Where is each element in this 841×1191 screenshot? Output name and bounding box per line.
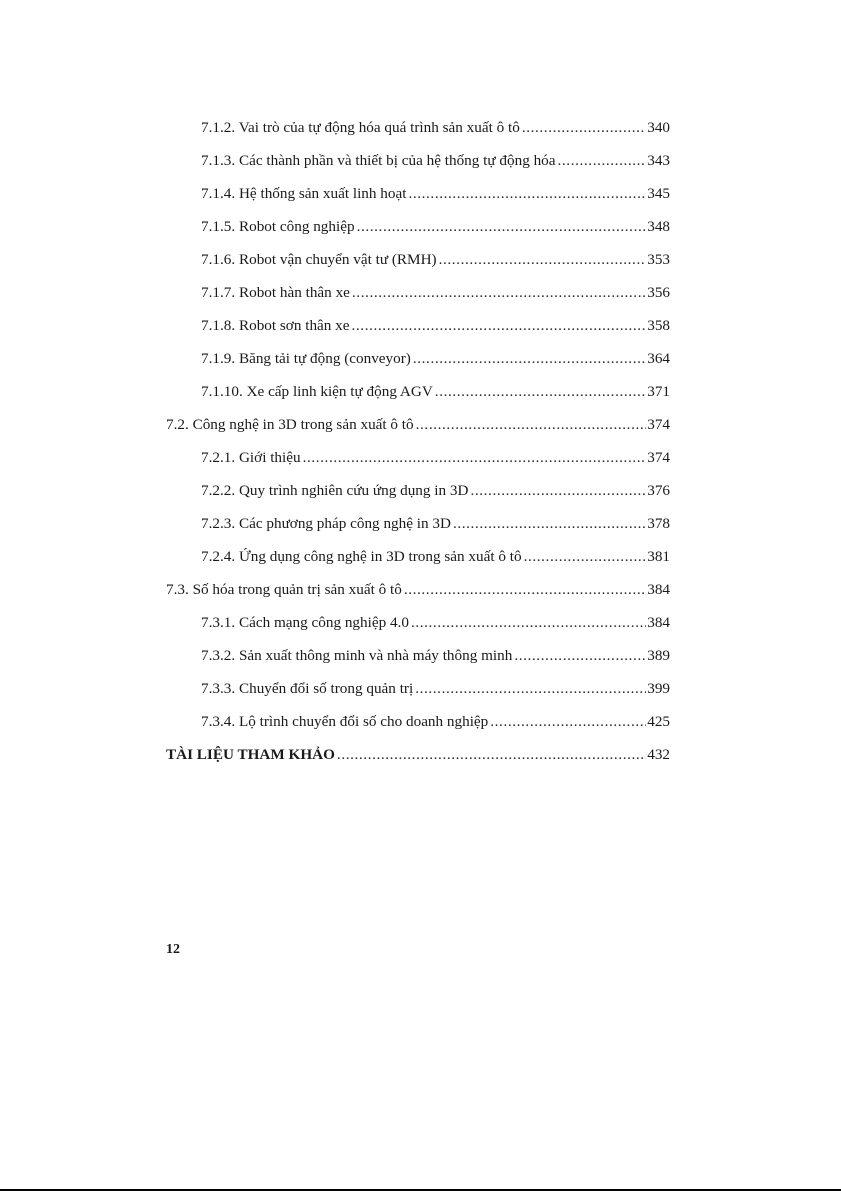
toc-entry-page: 345	[647, 185, 670, 202]
dot-leader	[416, 412, 647, 438]
toc-entry-7-2-2[interactable]	[201, 478, 670, 504]
toc-entry-title: 7.3. Số hóa trong quản trị sản xuất ô tô	[166, 581, 402, 598]
dot-leader	[404, 577, 646, 603]
toc-entry-title: 7.1.4. Hệ thống sản xuất linh hoạt	[201, 185, 407, 202]
toc-entry-page: 425	[647, 713, 670, 730]
toc-entry-page: 374	[647, 449, 670, 466]
dot-leader	[490, 709, 646, 735]
toc-entry-7-1-6[interactable]	[201, 247, 670, 273]
dot-leader	[514, 643, 646, 669]
dot-leader	[435, 379, 646, 405]
dot-leader	[408, 181, 646, 207]
toc-entry-title: 7.2.2. Quy trình nghiên cứu ứng dụng in 3D	[201, 482, 469, 499]
toc-entry-7-1-8[interactable]	[201, 313, 670, 339]
page-number: 12	[166, 942, 180, 957]
toc-entry-page: 358	[647, 317, 670, 334]
dot-leader	[357, 214, 647, 240]
toc-entry-7-1-7[interactable]	[201, 280, 670, 306]
dot-leader	[411, 610, 646, 636]
toc-entry-7-1-4[interactable]	[201, 181, 670, 207]
toc-entry-page: 381	[647, 548, 670, 565]
toc-entry-title: 7.3.2. Sản xuất thông minh và nhà máy thông minh	[201, 647, 513, 664]
dot-leader	[470, 478, 646, 504]
toc-entry-7-1-2[interactable]	[201, 115, 670, 141]
toc-entry-title: 7.2.1. Giới thiệu	[201, 449, 301, 466]
toc-entry-title: 7.1.5. Robot công nghiệp	[201, 218, 355, 235]
toc-entry-page: 432	[647, 746, 670, 763]
toc-entry-title: 7.2.4. Ứng dụng công nghệ in 3D trong sản xuất ô tô	[201, 548, 522, 565]
dot-leader	[352, 280, 646, 306]
toc-entry-page: 340	[647, 119, 670, 136]
toc-entry-7-3[interactable]	[166, 577, 670, 603]
toc-entry-page: 371	[647, 383, 670, 400]
toc-entry-7-2-3[interactable]	[201, 511, 670, 537]
toc-entry-title: 7.1.3. Các thành phần và thiết bị của hệ thống tự động hóa	[201, 152, 556, 169]
toc-entry-page: 376	[647, 482, 670, 499]
toc-entry-7-2-4[interactable]	[201, 544, 670, 570]
toc-entry-page: 364	[647, 350, 670, 367]
toc-entry-page: 374	[647, 416, 670, 433]
toc-entry-page: 378	[647, 515, 670, 532]
dot-leader	[352, 313, 647, 339]
toc-entry-7-3-2[interactable]	[201, 643, 670, 669]
toc-entry-page: 348	[647, 218, 670, 235]
toc-entry-7-1-10[interactable]	[201, 379, 670, 405]
dot-leader	[558, 148, 647, 174]
toc-entry-page: 384	[647, 581, 670, 598]
dot-leader	[303, 445, 647, 471]
toc-entry-7-1-3[interactable]	[201, 148, 670, 174]
toc-entry-title: 7.3.3. Chuyển đổi số trong quản trị	[201, 680, 414, 697]
toc-entry-7-2[interactable]	[166, 412, 670, 438]
dot-leader	[453, 511, 646, 537]
toc-entry-7-3-1[interactable]	[201, 610, 670, 636]
toc-entry-title: 7.1.2. Vai trò của tự động hóa quá trình sản xuất ô tô	[201, 119, 520, 136]
toc-entry-title: 7.3.4. Lộ trình chuyển đổi số cho doanh nghiệp	[201, 713, 489, 730]
toc-entry-page: 399	[647, 680, 670, 697]
toc-entry-7-3-3[interactable]	[201, 676, 670, 702]
toc-entry-title: 7.1.9. Băng tải tự động (conveyor)	[201, 350, 411, 367]
toc-entry-page: 384	[647, 614, 670, 631]
toc-entry-references[interactable]	[166, 742, 670, 768]
dot-leader	[415, 676, 646, 702]
toc-entry-title: 7.3.1. Cách mạng công nghiệp 4.0	[201, 614, 409, 631]
toc-entry-title: 7.1.7. Robot hàn thân xe	[201, 284, 350, 301]
toc-entry-7-2-1[interactable]	[201, 445, 670, 471]
toc-entry-7-1-5[interactable]	[201, 214, 670, 240]
toc-entry-title: TÀI LIỆU THAM KHẢO	[166, 746, 335, 763]
dot-leader	[522, 115, 646, 141]
dot-leader	[337, 742, 646, 768]
toc-entry-page: 389	[647, 647, 670, 664]
toc-entry-page: 356	[647, 284, 670, 301]
toc-entry-title: 7.1.10. Xe cấp linh kiện tự động AGV	[201, 383, 433, 400]
toc-entry-page: 343	[647, 152, 670, 169]
dot-leader	[439, 247, 647, 273]
toc-entry-title: 7.2. Công nghệ in 3D trong sản xuất ô tô	[166, 416, 414, 433]
toc-entry-title: 7.2.3. Các phương pháp công nghệ in 3D	[201, 515, 451, 532]
toc-entry-page: 353	[647, 251, 670, 268]
dot-leader	[524, 544, 647, 570]
toc-entry-7-3-4[interactable]	[201, 709, 670, 735]
toc-entry-title: 7.1.6. Robot vận chuyển vật tư (RMH)	[201, 251, 437, 268]
toc-entry-7-1-9[interactable]	[201, 346, 670, 372]
toc-entry-title: 7.1.8. Robot sơn thân xe	[201, 317, 350, 334]
dot-leader	[413, 346, 646, 372]
